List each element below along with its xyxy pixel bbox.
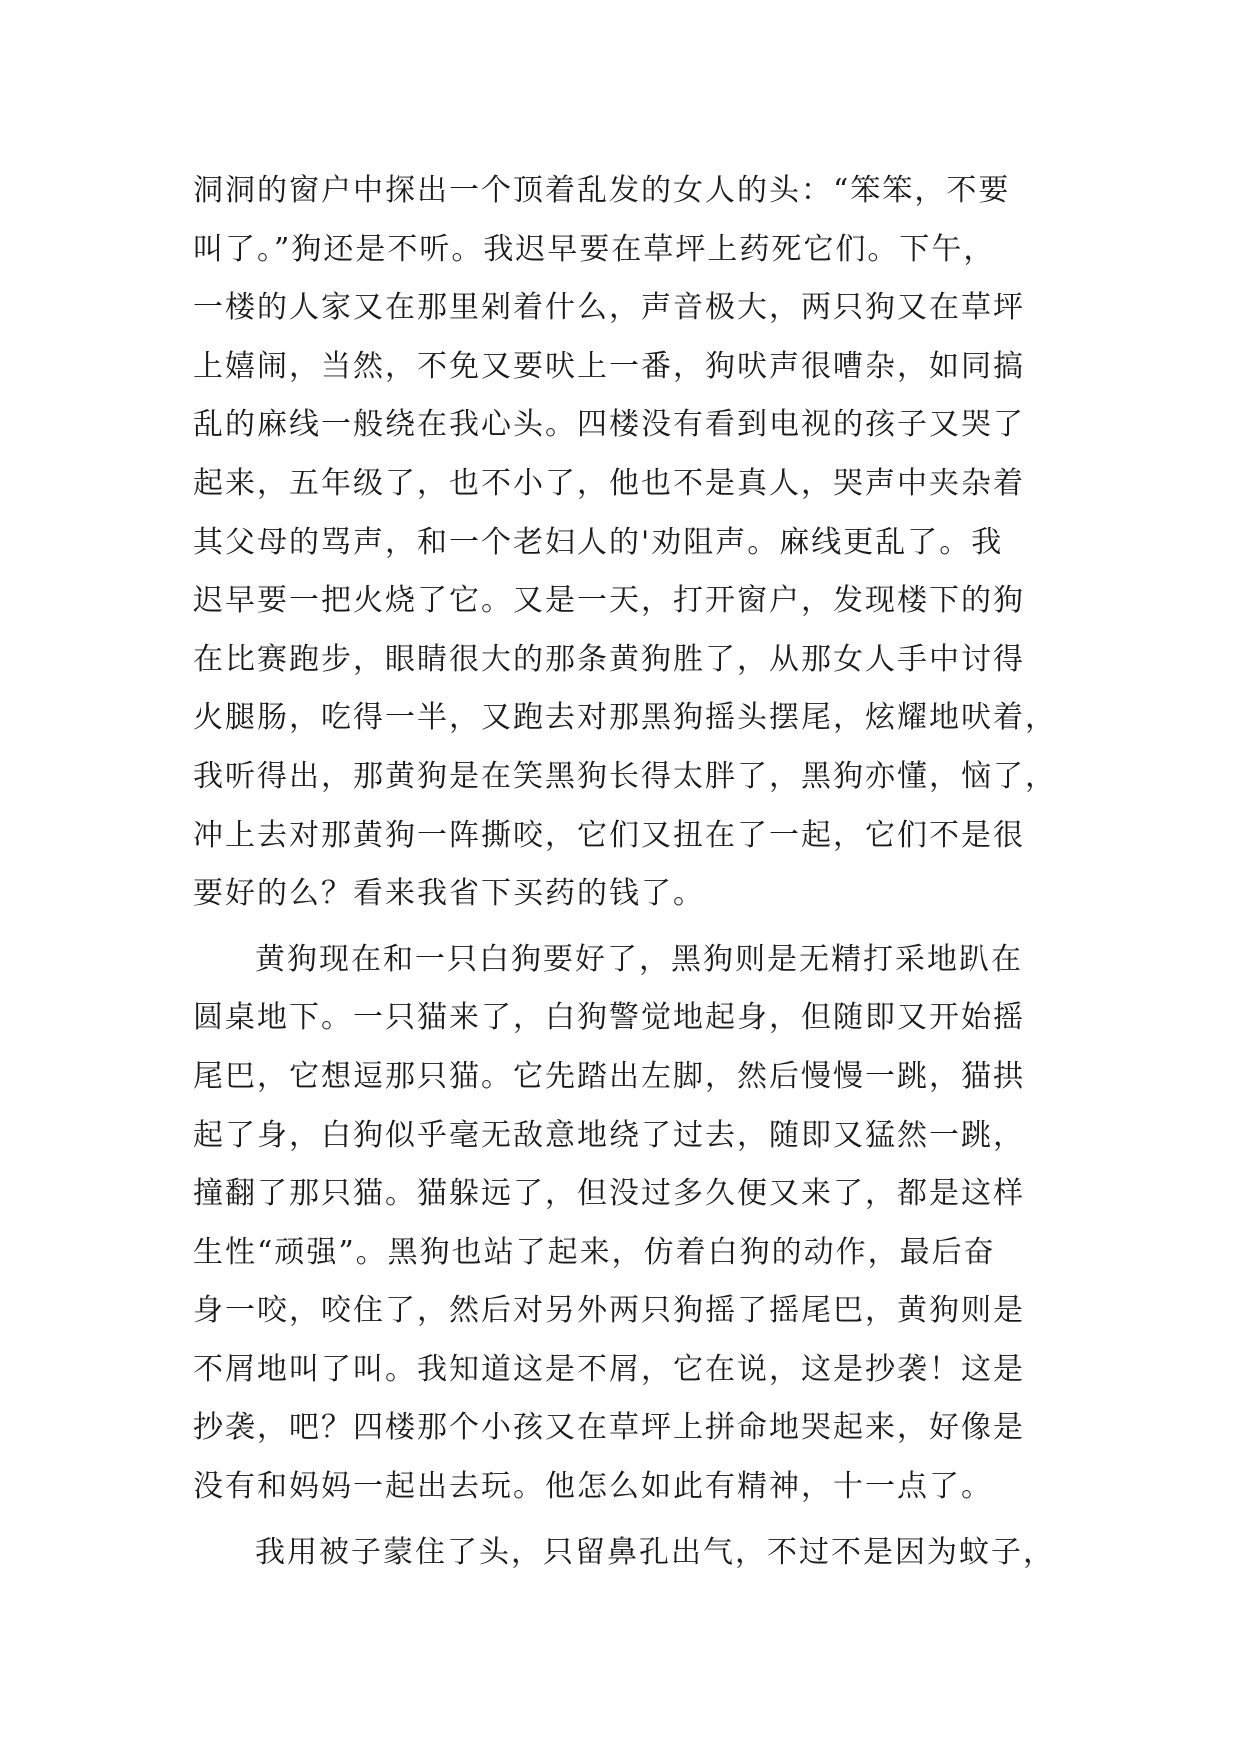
paragraph-1 bbox=[193, 162, 1073, 924]
text-line: 抄袭，吧？四楼那个小孩又在草坪上拼命地哭起来，好像是 bbox=[193, 1410, 1025, 1446]
text-line: 乱的麻线一般绕在我心头。四楼没有看到电视的孩子又哭了 bbox=[193, 407, 1025, 443]
text-line: 迟早要一把火烧了它。又是一天，打开窗户，发现楼下的狗 bbox=[193, 583, 1025, 619]
text-line: 起来，五年级了，也不小了，他也不是真人，哭声中夹杂着 bbox=[193, 465, 1025, 501]
text-line: 要好的么？看来我省下买药的钱了。 bbox=[193, 876, 705, 912]
text-line: 生性“顽强”。黑狗也站了起来，仿着白狗的动作，最后奋 bbox=[193, 1234, 996, 1270]
text-line: 上嬉闹，当然，不免又要吠上一番，狗吠声很嘈杂，如同搞 bbox=[193, 348, 1025, 384]
paragraph-2 bbox=[193, 931, 1073, 1517]
text-line: 一楼的人家又在那里剁着什么，声音极大，两只狗又在草坪 bbox=[193, 290, 1025, 326]
document-body bbox=[193, 162, 1073, 1582]
paragraph-spacer bbox=[193, 924, 1073, 931]
text-line: 在比赛跑步，眼睛很大的那条黄狗胜了，从那女人手中讨得 bbox=[193, 641, 1025, 677]
text-line: 圆桌地下。一只猫来了，白狗警觉地起身，但随即又开始摇 bbox=[193, 1000, 1025, 1036]
text-line: 撞翻了那只猫。猫躲远了，但没过多久便又来了，都是这样 bbox=[193, 1176, 1025, 1212]
text-line: 没有和妈妈一起出去玩。他怎么如此有精神，十一点了。 bbox=[193, 1469, 993, 1505]
text-line: 起了身，白狗似乎毫无敌意地绕了过去，随即又猛然一跳， bbox=[193, 1117, 1025, 1153]
text-line: 黄狗现在和一只白狗要好了，黑狗则是无精打采地趴在 bbox=[255, 941, 1023, 977]
text-line: 冲上去对那黄狗一阵撕咬，它们又扭在了一起，它们不是很 bbox=[193, 817, 1025, 853]
text-line: 叫了。”狗还是不听。我迟早要在草坪上药死它们。下午， bbox=[193, 231, 996, 267]
text-line: 不屑地叫了叫。我知道这是不屑，它在说，这是抄袭！这是 bbox=[193, 1351, 1025, 1387]
text-line: 其父母的骂声，和一个老妇人的'劝阻声。麻线更乱了。我 bbox=[193, 524, 1004, 560]
paragraph-spacer bbox=[193, 1517, 1073, 1524]
paragraph-3 bbox=[193, 1524, 1073, 1583]
text-line: 火腿肠，吃得一半，又跑去对那黑狗摇头摆尾，炫耀地吠着， bbox=[193, 700, 1057, 736]
text-line: 我用被子蒙住了头，只留鼻孔出气，不过不是因为蚊子， bbox=[255, 1534, 1055, 1570]
text-line: 身一咬，咬住了，然后对另外两只狗摇了摇尾巴，黄狗则是 bbox=[193, 1293, 1025, 1329]
text-line: 我听得出，那黄狗是在笑黑狗长得太胖了，黑狗亦懂，恼了， bbox=[193, 758, 1057, 794]
text-line: 尾巴，它想逗那只猫。它先踏出左脚，然后慢慢一跳，猫拱 bbox=[193, 1058, 1025, 1094]
text-line: 洞洞的窗户中探出一个顶着乱发的女人的头：“笨笨，不要 bbox=[193, 173, 1011, 208]
